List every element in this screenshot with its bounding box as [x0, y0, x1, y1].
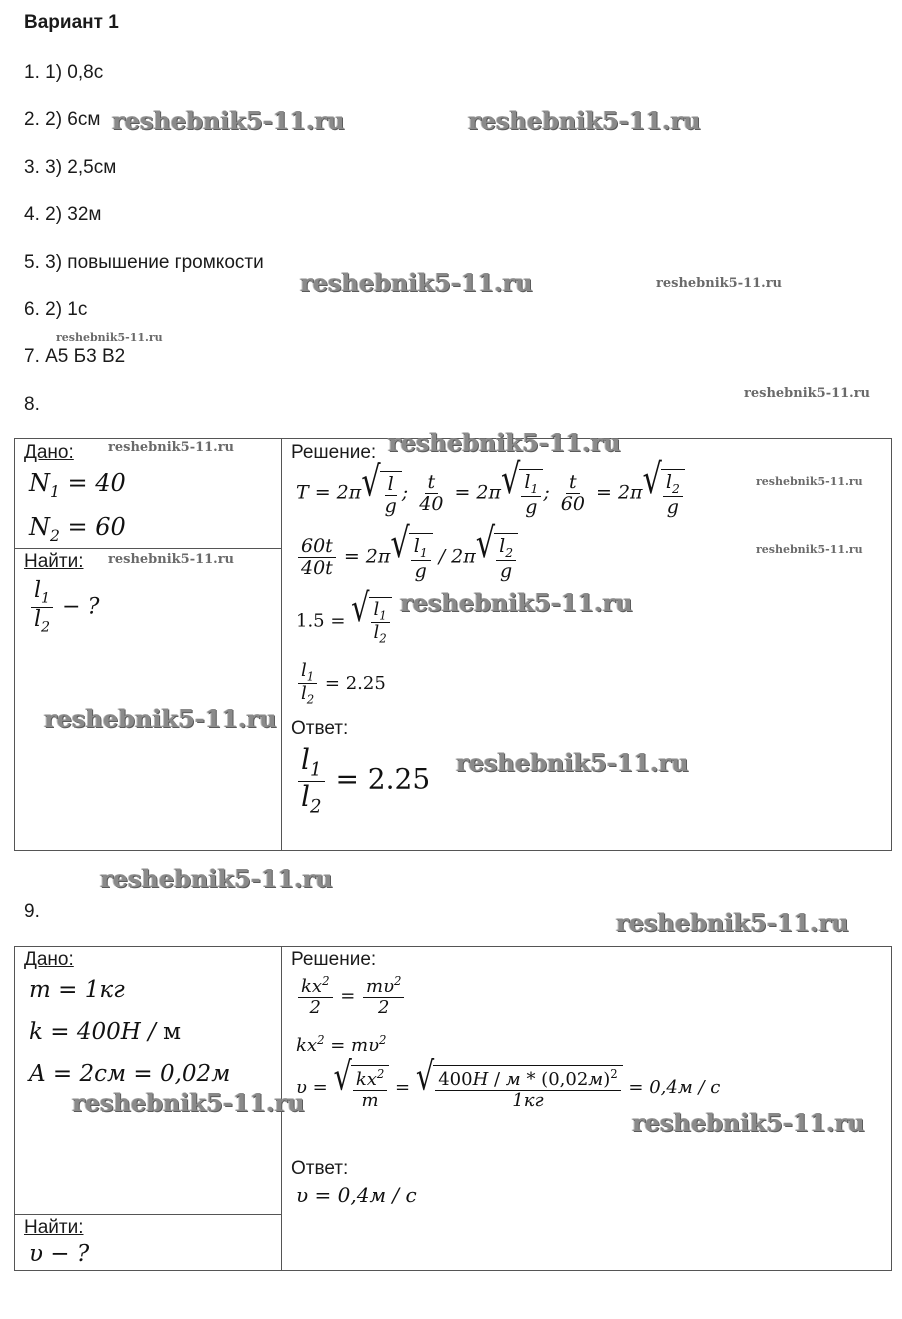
watermark: reshebnik5-11.ru — [468, 106, 701, 135]
task-8-find-cell — [15, 549, 282, 851]
watermark: reshebnik5-11.ru — [108, 440, 235, 455]
task-9-step-2: $kx^2 = m\upsilon^2$ — [296, 1033, 387, 1056]
task-8-given-cell — [15, 439, 282, 549]
watermark: reshebnik5-11.ru — [656, 276, 783, 291]
task-9-step-1: $\frac{kx^2}{2}$ = $\frac{m\upsilon^2}{2}$ — [296, 975, 406, 1018]
answer-6: 6. 2) 1с — [24, 299, 88, 320]
watermark: reshebnik5-11.ru — [108, 552, 235, 567]
watermark: reshebnik5-11.ru — [100, 864, 333, 893]
watermark: reshebnik5-11.ru — [300, 268, 533, 297]
task-9-find-label: Найти: — [24, 1217, 84, 1238]
answer-1: 1. 1) 0,8с — [24, 62, 104, 83]
task-8-given-n1: $N_1 = 40$ — [29, 469, 126, 501]
page-title: Вариант 1 — [24, 12, 119, 33]
answer-4: 4. 2) 32м — [24, 204, 102, 225]
watermark: reshebnik5-11.ru — [388, 428, 621, 457]
task-9-find: υ − ? — [29, 1241, 90, 1267]
task-8-answer-label: Ответ: — [291, 718, 349, 739]
task-9-given-k: k = 400H / м — [29, 1019, 182, 1045]
watermark: reshebnik5-11.ru — [112, 106, 345, 135]
answer-7: 7. А5 Б3 В2 — [24, 346, 126, 367]
answer-2: 2. 2) 6см — [24, 109, 101, 130]
task-9-answer-label: Ответ: — [291, 1158, 349, 1179]
watermark: reshebnik5-11.ru — [56, 331, 163, 344]
task-9-answer: υ = 0,4м / с — [296, 1183, 417, 1207]
task-9-solution-label: Решение: — [291, 949, 377, 970]
task-8-given-label: Дано: — [24, 442, 74, 463]
watermark: reshebnik5-11.ru — [756, 475, 863, 488]
task-8-step-2: $\frac{60t}{40t}$ = 2π √ $\frac{l_1}{g}$ / 2π √ $\frac{l_2}{g}$ — [296, 533, 518, 582]
watermark: reshebnik5-11.ru — [44, 704, 277, 733]
watermark: reshebnik5-11.ru — [756, 543, 863, 556]
watermark: reshebnik5-11.ru — [72, 1088, 305, 1117]
task-8-find-label: Найти: — [24, 551, 84, 572]
task-9-find-cell — [15, 1215, 282, 1271]
task-8-step-4: $\frac{l_1}{l_2}$ = 2.25 — [296, 661, 386, 707]
task-8-step-3: 1.5 = √ $\frac{l_1}{l_2}$ — [296, 597, 392, 646]
task-8-number: 8. — [24, 394, 40, 415]
watermark: reshebnik5-11.ru — [456, 748, 689, 777]
watermark: reshebnik5-11.ru — [400, 588, 633, 617]
watermark: reshebnik5-11.ru — [744, 386, 871, 401]
task-8-step-1: T = 2π √ $\frac{l}{g}$ ; $\frac{t}{40}$ = 2π √ $\frac{l_1}{g}$ ; $\frac{t}{60}$ = 2π √ $\frac{l_2}{g}$ — [296, 469, 685, 518]
answer-5: 5. 3) повышение громкости — [24, 252, 264, 273]
task-8-table — [14, 438, 892, 851]
answer-3: 3. 3) 2,5см — [24, 157, 117, 178]
task-9-given-mass: m = 1кг — [29, 977, 125, 1003]
task-9-number: 9. — [24, 901, 40, 922]
watermark: reshebnik5-11.ru — [632, 1108, 865, 1137]
task-9-given-label: Дано: — [24, 949, 74, 970]
task-9-step-3: υ = √ $\frac{kx^2}{m}$ = √ $\frac{400H / м * (0,02м)^2}{1кг}$ = 0,4м / с — [296, 1052, 721, 1111]
task-8-solution-cell — [282, 439, 892, 851]
task-8-given-n2: $N_2 = 60$ — [29, 513, 126, 545]
task-8-find: $\frac{l_1}{l_2}$ − ? — [29, 579, 99, 636]
watermark: reshebnik5-11.ru — [616, 908, 849, 937]
task-8-answer: $\frac{l_1}{l_2}$ = 2.25 — [296, 745, 430, 817]
task-9-given-cell — [15, 947, 282, 1215]
task-9-given-amplitude: A = 2см = 0,02м — [29, 1061, 231, 1087]
task-8-solution-label: Решение: — [291, 442, 377, 463]
